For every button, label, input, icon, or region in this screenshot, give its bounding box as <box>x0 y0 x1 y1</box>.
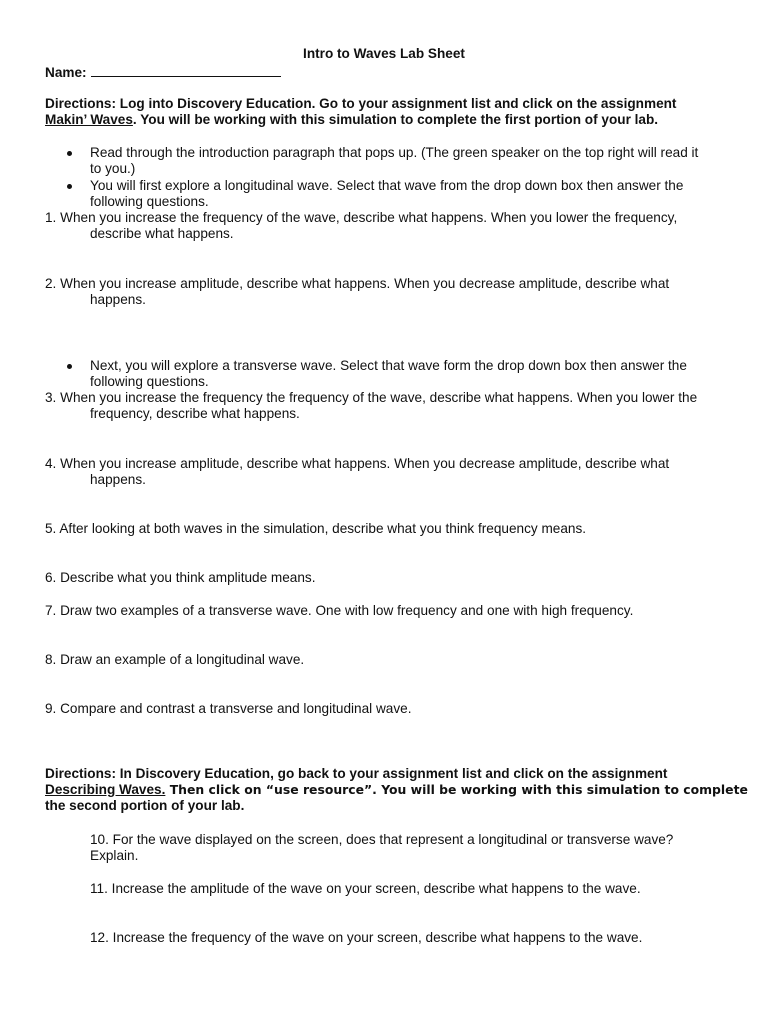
describing-waves-link[interactable]: Describing Waves. <box>45 782 166 797</box>
question-12: 12. Increase the frequency of the wave on your screen, describe what happens to the wave. <box>90 930 643 945</box>
bullet1-line2: to you.) <box>90 161 136 176</box>
bullet-icon <box>67 184 72 189</box>
directions-part1-line2 <box>45 112 658 128</box>
question-1-line2: describe what happens. <box>90 226 234 241</box>
bullet1-line1: Read through the introduction paragraph that pops up. (The green speaker on the top right will read it <box>90 145 699 160</box>
question-7: 7. Draw two examples of a transverse wave. One with low frequency and one with high frequency. <box>45 603 634 618</box>
directions-part1-line1: Directions: Log into Discovery Education. Go to your assignment list and click on the assignment <box>45 96 677 111</box>
question-6: 6. Describe what you think amplitude means. <box>45 570 316 585</box>
directions-part2-line2 <box>45 782 748 798</box>
question-4-line2: happens. <box>90 472 146 487</box>
directions-part2-line1: Directions: In Discovery Education, go back to your assignment list and click on the assignment <box>45 766 668 781</box>
directions-part2-line3: the second portion of your lab. <box>45 798 245 813</box>
bullet3-line1: Next, you will explore a transverse wave. Select that wave form the drop down box then answer the <box>90 358 687 373</box>
name-blank-line[interactable] <box>91 63 281 77</box>
bullet3-line2: following questions. <box>90 374 209 389</box>
question-3-line2: frequency, describe what happens. <box>90 406 300 421</box>
question-4-line1: 4. When you increase amplitude, describe what happens. When you decrease amplitude, describe what <box>45 456 670 471</box>
name-label: Name: <box>45 65 87 80</box>
question-10-line1: 10. For the wave displayed on the screen, does that represent a longitudinal or transverse wave? <box>90 832 674 847</box>
question-10-line2: Explain. <box>90 848 139 863</box>
question-5: 5. After looking at both waves in the simulation, describe what you think frequency means. <box>45 521 587 536</box>
directions-part2-line2-rest: Then click on “use resource”. You will be working with this simulation to complete <box>165 782 748 797</box>
name-row <box>45 63 281 81</box>
bullet2-line2: following questions. <box>90 194 209 209</box>
page-title: Intro to Waves Lab Sheet <box>303 46 465 61</box>
bullet-icon <box>67 151 72 156</box>
question-2-line2: happens. <box>90 292 146 307</box>
question-2-line1: 2. When you increase amplitude, describe what happens. When you decrease amplitude, describe what <box>45 276 670 291</box>
directions-part1-line2-rest: . You will be working with this simulation to complete the first portion of your lab. <box>132 112 659 127</box>
question-11: 11. Increase the amplitude of the wave on your screen, describe what happens to the wave. <box>90 881 641 896</box>
question-9: 9. Compare and contrast a transverse and longitudinal wave. <box>45 701 412 716</box>
question-3-line1: 3. When you increase the frequency the frequency of the wave, describe what happens. When you lower the <box>45 390 698 405</box>
bullet2-line1: You will first explore a longitudinal wave. Select that wave from the drop down box then answer the <box>90 178 684 193</box>
makin-waves-link[interactable]: Makin’ Waves <box>45 112 133 127</box>
question-8: 8. Draw an example of a longitudinal wave. <box>45 652 305 667</box>
question-1-line1: 1. When you increase the frequency of the wave, describe what happens. When you lower the frequency, <box>45 210 678 225</box>
bullet-icon <box>67 364 72 369</box>
